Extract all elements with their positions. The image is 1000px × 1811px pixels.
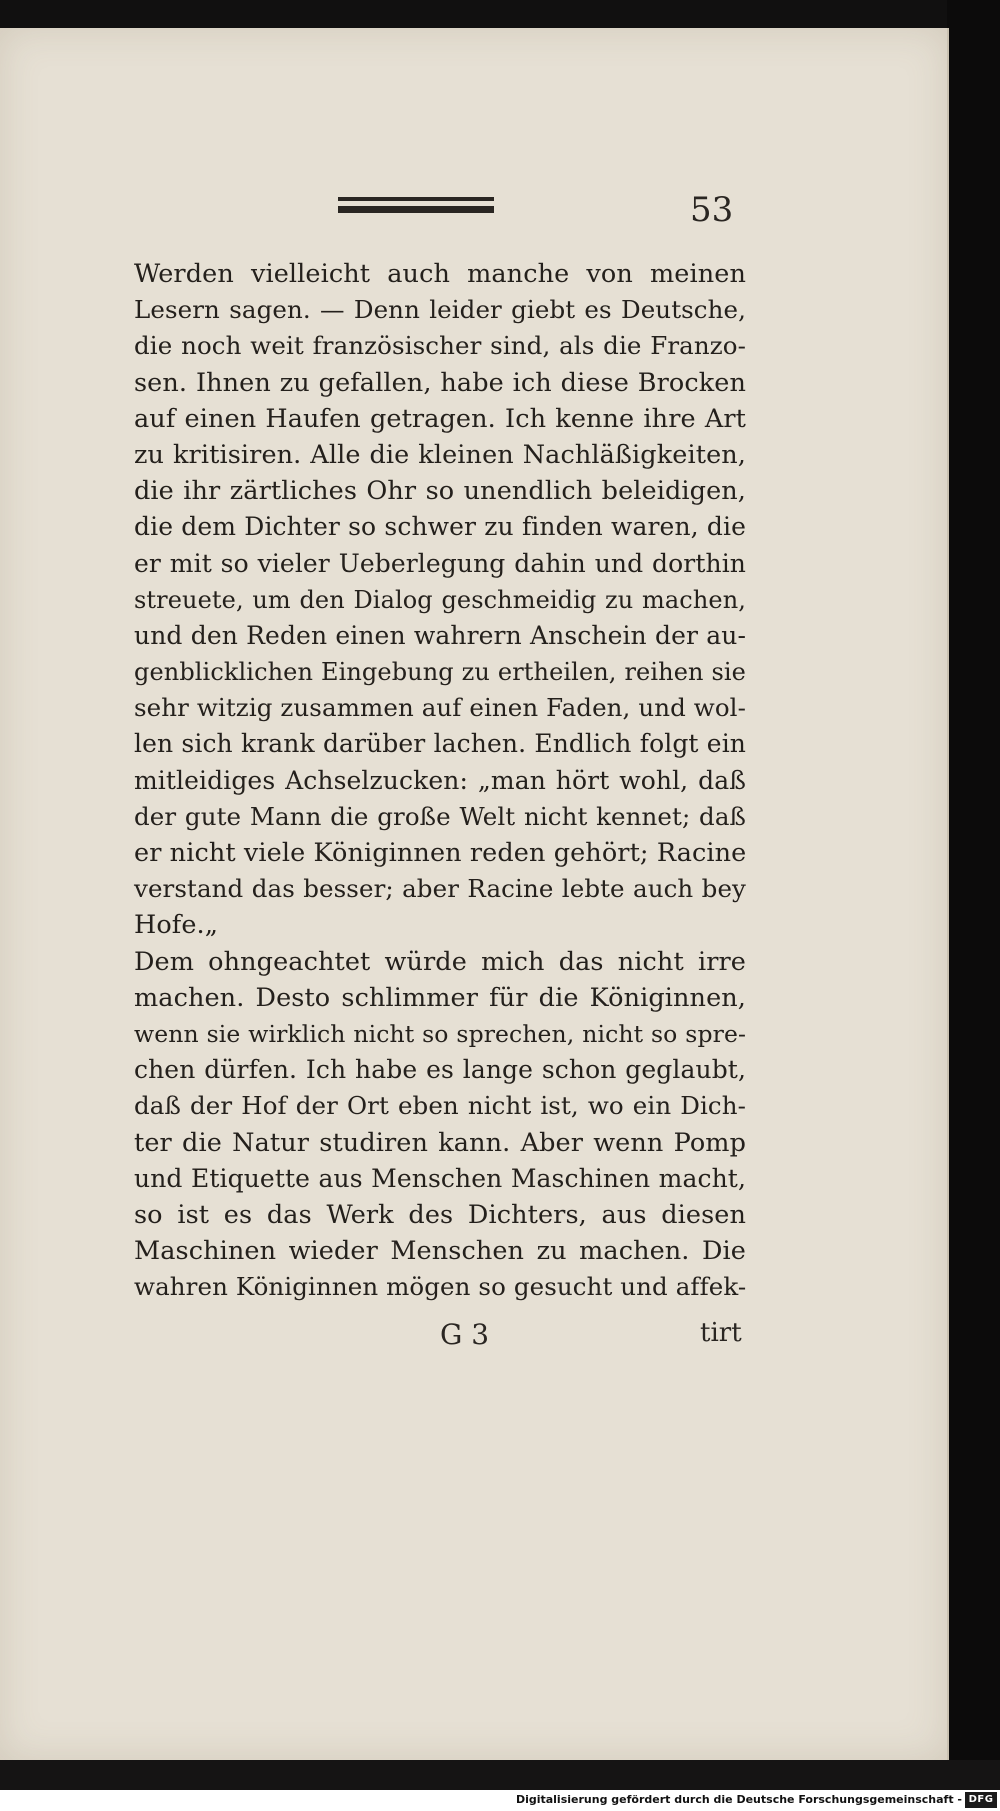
text-line: sehr witzig zusammen auf einen Faden, und wol- (134, 693, 746, 723)
catchword: tirt (700, 1318, 742, 1348)
footer-credit: Digitalisierung gefördert durch die Deutsche Forschungsgemeinschaft - (515, 1793, 962, 1806)
text-line: Werden vielleicht auch manche von meinen (134, 259, 746, 289)
text-line: len sich krank darüber lachen. Endlich folgt ein (134, 729, 746, 759)
header-rule (338, 197, 494, 213)
text-line: die ihr zärtliches Ohr so unendlich beleidigen, (134, 476, 746, 507)
text-line: sen. Ihnen zu gefallen, habe ich diese Brocken (134, 367, 746, 398)
text-line: streuete, um den Dialog geschmeidig zu machen, (134, 585, 746, 614)
text-line: Hofe.„ (134, 910, 219, 941)
text-line: verstand das besser; aber Racine lebte auch bey (134, 874, 746, 904)
text-line: er mit so vieler Ueberlegung dahin und dorthin (134, 548, 746, 578)
text-line: Dem ohngeachtet würde mich das nicht irre (134, 946, 746, 977)
footer-bar (0, 1790, 1000, 1811)
text-line: und den Reden einen wahrern Anschein der au- (134, 620, 746, 650)
text-line: so ist es das Werk des Dichters, aus diesen (134, 1199, 746, 1230)
text-line: machen. Desto schlimmer für die Königinnen, (134, 982, 746, 1013)
text-line: mitleidiges Achselzucken: „man hört wohl, daß (134, 765, 746, 795)
text-line: er nicht viele Königinnen reden gehört; Racine (134, 838, 747, 868)
text-line: ter die Natur studiren kann. Aber wenn Pomp (134, 1127, 746, 1158)
text-line: Lesern sagen. — Denn leider giebt es Deutsche, (134, 295, 746, 325)
book-gutter (947, 0, 1000, 1770)
text-line: wenn sie wirklich nicht so sprechen, nicht so spre- (134, 1019, 746, 1048)
text-line: und Etiquette aus Menschen Maschinen macht, (134, 1163, 746, 1193)
scan-bottom-edge (0, 1760, 1000, 1790)
text-line: Maschinen wieder Menschen zu machen. Die (134, 1236, 746, 1267)
body-text (134, 256, 746, 1305)
text-line: wahren Königinnen mögen so gesucht und affek- (134, 1272, 747, 1302)
text-line: der gute Mann die große Welt nicht kennet; daß (134, 801, 746, 831)
text-line: daß der Hof der Ort eben nicht ist, wo ein Dich- (134, 1091, 746, 1121)
text-line: auf einen Haufen getragen. Ich kenne ihre Art (134, 403, 746, 434)
text-line: die dem Dichter so schwer zu finden waren, die (134, 512, 746, 542)
text-line: chen dürfen. Ich habe es lange schon geglaubt, (134, 1055, 746, 1085)
page-number: 53 (690, 190, 734, 230)
text-line: zu kritisiren. Alle die kleinen Nachläßigkeiten, (134, 439, 746, 470)
text-line: genblicklichen Eingebung zu ertheilen, reihen sie (134, 658, 746, 687)
dfg-logo: DFG (965, 1792, 997, 1808)
text-line: die noch weit französischer sind, als die Franzo- (134, 331, 746, 361)
signature-mark: G 3 (440, 1318, 490, 1351)
